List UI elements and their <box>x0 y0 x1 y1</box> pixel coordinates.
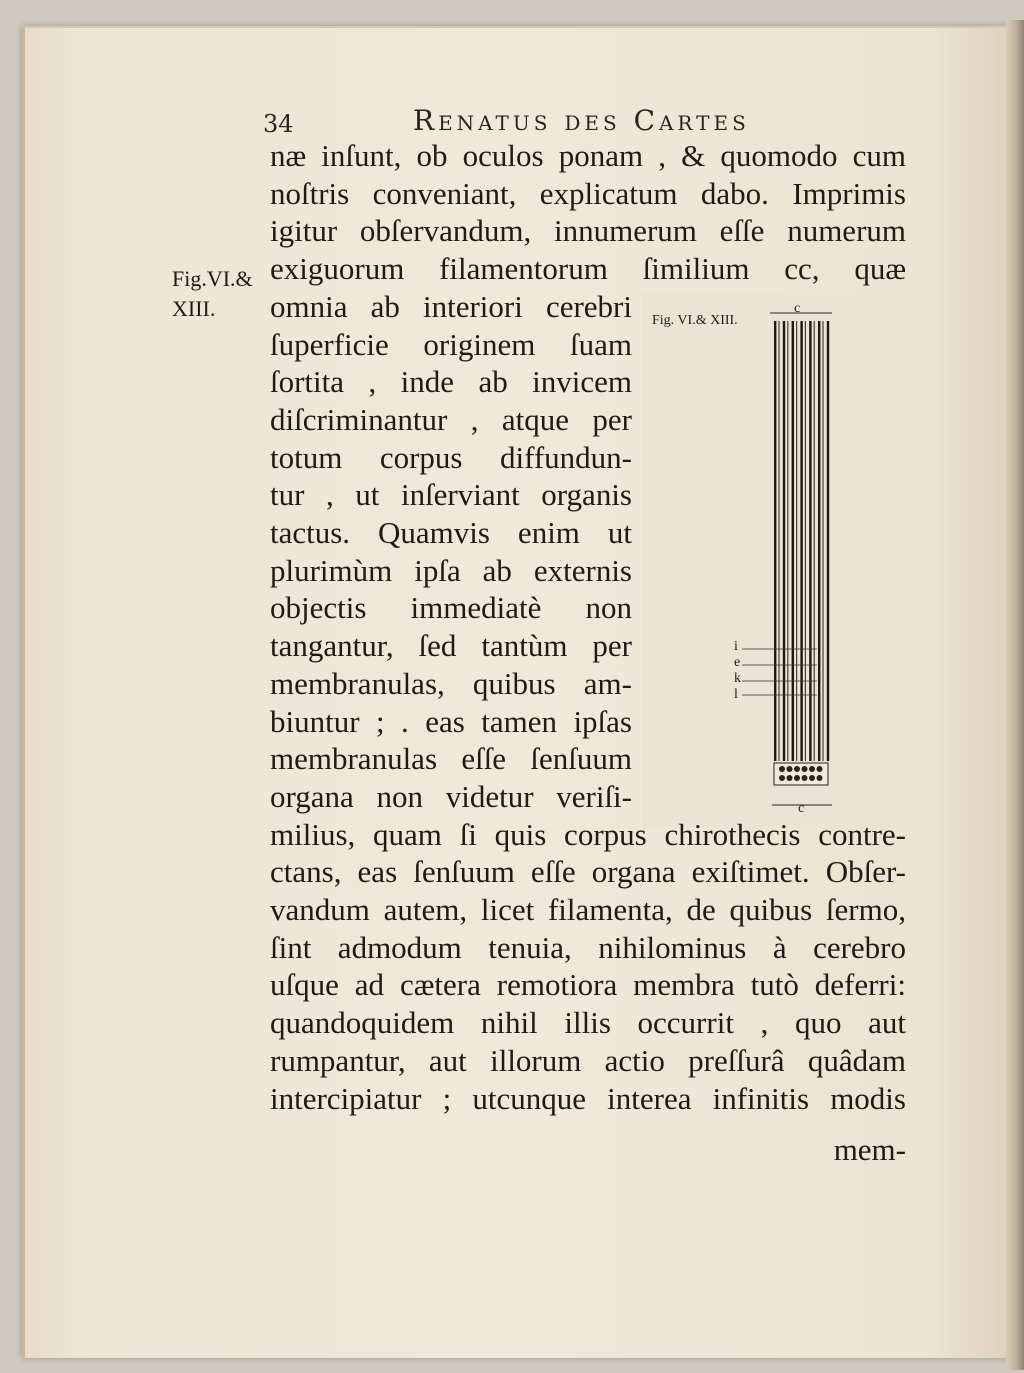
text-line: tangantur, ſed tantùm per <box>270 628 632 663</box>
filament-cell <box>787 766 793 772</box>
text-line: organa non videtur veriſi- <box>270 779 632 814</box>
page-number: 34 <box>263 110 294 138</box>
filament-cell <box>809 766 815 772</box>
text-line: igitur obſervandum, innumerum eſſe numerum <box>270 213 906 248</box>
running-head: Renatus des Cartes <box>413 104 750 137</box>
text-line: tactus. Quamvis enim ut <box>270 515 632 550</box>
text-line: vandum autem, licet filamenta, de quibus ſermo, <box>270 892 906 927</box>
figure-label-e: e <box>734 655 741 670</box>
text-line: ſuperficie originem ſuam <box>270 327 632 362</box>
page-edge <box>1006 20 1024 1370</box>
text-line: ctans, eas ſenſuum eſſe organa exiſtimet. Obſer- <box>270 854 906 889</box>
catchword: mem- <box>833 1132 906 1167</box>
margin-note-xiii: XIII. <box>172 296 216 321</box>
text-line: diſcriminantur , atque per <box>270 402 632 437</box>
page-header <box>263 104 763 140</box>
filament-cell <box>809 775 815 781</box>
filament-cell <box>802 775 808 781</box>
figure-label-bottom: c <box>798 801 805 816</box>
text-line: uſque ad cætera remotiora membra tutò deferri: <box>270 967 906 1002</box>
figure-vi-xiii <box>642 293 940 828</box>
text-line: objectis immediatè non <box>270 590 632 625</box>
text-line: quandoquidem nihil illis occurrit , quo aut <box>270 1005 906 1040</box>
text-line: rumpantur, aut illorum actio preſſurâ quâdam <box>270 1043 906 1078</box>
text-line: exiguorum filamentorum ſimilium cc, quæ <box>270 251 906 286</box>
figure-label-top: c <box>794 301 801 316</box>
figure-label-l: l <box>734 687 738 702</box>
filament-cell <box>779 775 785 781</box>
text-line: membranulas eſſe ſenſuum <box>270 741 632 776</box>
text-line: plurimùm ipſa ab externis <box>270 553 632 588</box>
text-line: milius, quam ſi quis corpus chirothecis contre- <box>270 817 906 852</box>
text-line: noſtris conveniant, explicatum dabo. Imprimis <box>270 176 906 211</box>
filament-cell <box>802 766 808 772</box>
text-line: intercipiatur ; utcunque interea infinitis modis <box>270 1081 906 1116</box>
filament-line <box>818 321 820 761</box>
filament-cell <box>779 766 785 772</box>
margin-note-fig: Fig.VI.& <box>172 266 253 291</box>
text-line: ſint admodum tenuia, nihilominus à cerebro <box>270 930 906 965</box>
filament-cell <box>794 766 800 772</box>
figure-label-i: i <box>734 639 738 654</box>
filament-line <box>822 321 823 761</box>
text-line: næ inſunt, ob oculos ponam , & quomodo cum <box>270 138 906 173</box>
text-line: ſortita , inde ab invicem <box>270 364 632 399</box>
text-line: biuntur ; . eas tamen ipſas <box>270 704 632 739</box>
text-line: totum corpus diffundun- <box>270 440 632 475</box>
filament-cell <box>787 775 793 781</box>
filament-cell <box>817 775 823 781</box>
filament-cell <box>794 775 800 781</box>
text-line: membranulas, quibus am- <box>270 666 632 701</box>
nerve-filaments-illustration <box>642 293 940 828</box>
text-line: tur , ut inſerviant organis <box>270 477 632 512</box>
figure-label-k: k <box>734 671 741 686</box>
figure-caption: Fig. VI.& XIII. <box>652 313 738 328</box>
filament-cell <box>817 766 823 772</box>
filament-line <box>827 321 829 761</box>
text-line: omnia ab interiori cerebri <box>270 289 632 324</box>
